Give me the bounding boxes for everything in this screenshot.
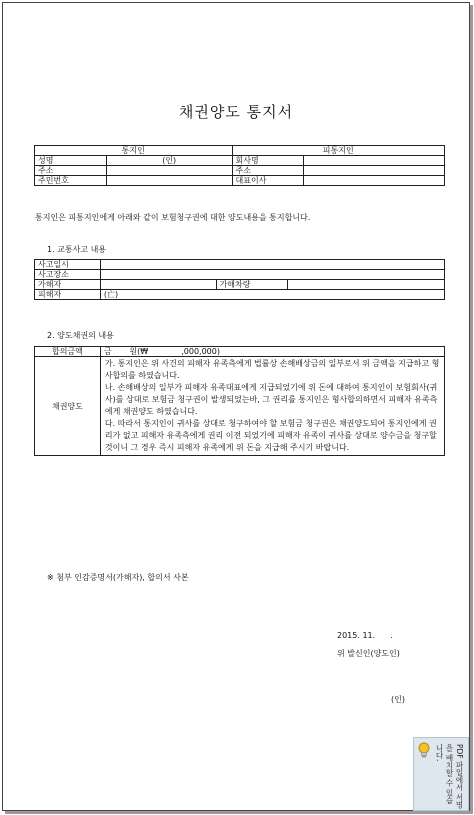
- document-title: 채권양도 통지서: [178, 103, 294, 121]
- recipient-ceo-value: [304, 176, 445, 186]
- accident-date-label: 사고일시: [35, 260, 101, 270]
- accident-place-value: [100, 270, 444, 280]
- transfer-paragraph-b: 나. 손해배상의 일부가 피해자 유족대표에게 지급되었기에 위 돈에 대하여 통지인이 보험회사(귀사)를 상대로 보험금 청구권이 발생되었는바, 그 권리를 통지인은 형사합의하면서 피해자 유족측에게 채권양도 하였습니다.: [104, 383, 438, 416]
- transfer-table: [34, 346, 445, 456]
- sender-label: 위 발신인(양도인): [337, 649, 400, 658]
- accident-row-place: [35, 270, 445, 280]
- perpetrator-value: [100, 280, 216, 290]
- recipient-header: 피통지인: [232, 146, 444, 156]
- notice-header-row: [35, 146, 445, 156]
- notice-table: [34, 145, 445, 186]
- notifier-address-label: 주소: [35, 166, 107, 176]
- transfer-row-content: [35, 357, 445, 456]
- accident-date-value: [100, 260, 444, 270]
- victim-value: (亡): [100, 290, 444, 300]
- notifier-name-label: 성명: [35, 156, 107, 166]
- perpetrator-label: 가해자: [35, 280, 101, 290]
- section1-title: 1. 교통사고 내용: [47, 245, 107, 254]
- transfer-paragraph-c: 다. 따라서 통지인이 귀사를 상대로 청구하여야 할 보험금 청구권은 채권양도되어 통지인에게 권리가 없고 피해자 유족측에게 권리 이전 되었기에 피해자 유족이 귀사를 상대로 양수금을 청구할 것이니 그 경우 즉시 피해자 유족에게 위 돈을 지급해 주시기 바랍니다.: [104, 419, 437, 452]
- victim-label: 피해자: [35, 290, 101, 300]
- accident-table: [34, 259, 445, 300]
- document-page-frame: [2, 2, 470, 811]
- notifier-id-value: [106, 176, 232, 186]
- vehicle-label: 가해차량: [216, 280, 288, 290]
- recipient-company-value: [304, 156, 445, 166]
- accident-row-perpetrator: [35, 280, 445, 290]
- accident-place-label: 사고장소: [35, 270, 101, 280]
- accident-row-victim: [35, 290, 445, 300]
- document-page: [3, 3, 469, 810]
- recipient-address-value: [304, 166, 445, 176]
- recipient-ceo-label: 대표이사: [232, 176, 304, 186]
- transfer-content: [100, 357, 444, 456]
- pdf-hint-text: PDF 파일에서 서명을 배치할 수 있습니다.: [435, 744, 464, 809]
- attachment-note: ※ 첨부 인감증명서(가해자), 합의서 사본: [47, 573, 189, 582]
- notifier-header: 통지인: [35, 146, 233, 156]
- notice-row-id: [35, 176, 445, 186]
- pdf-signature-hint[interactable]: [413, 737, 469, 811]
- document-date: 2015. 11. .: [337, 631, 393, 640]
- notifier-address-value: [106, 166, 232, 176]
- notifier-name-value: (인): [106, 156, 232, 166]
- transfer-label: 채권양도: [35, 357, 101, 456]
- recipient-address-label: 주소: [232, 166, 304, 176]
- accident-row-date: [35, 260, 445, 270]
- amount-label: 합의금액: [35, 347, 101, 357]
- section2-title: 2. 양도채권의 내용: [47, 331, 114, 340]
- vehicle-value: [288, 280, 445, 290]
- recipient-company-label: 회사명: [232, 156, 304, 166]
- amount-value: 금 원(₩ ,000,000): [100, 347, 444, 357]
- notice-row-address: [35, 166, 445, 176]
- notice-row-name: [35, 156, 445, 166]
- transfer-row-amount: [35, 347, 445, 357]
- transfer-paragraph-a: 가. 통지인은 위 사건의 피해자 유족측에게 법률상 손해배상금의 일부로서 위 금액을 지급하고 형사합의를 하였습니다.: [104, 359, 440, 380]
- intro-text: 통지인은 피통지인에게 아래와 같이 보험청구권에 대한 양도내용을 통지합니다.: [35, 213, 311, 222]
- lightbulb-icon: [417, 742, 431, 760]
- sender-seal: (인): [391, 695, 405, 704]
- notifier-id-label: 주민번호: [35, 176, 107, 186]
